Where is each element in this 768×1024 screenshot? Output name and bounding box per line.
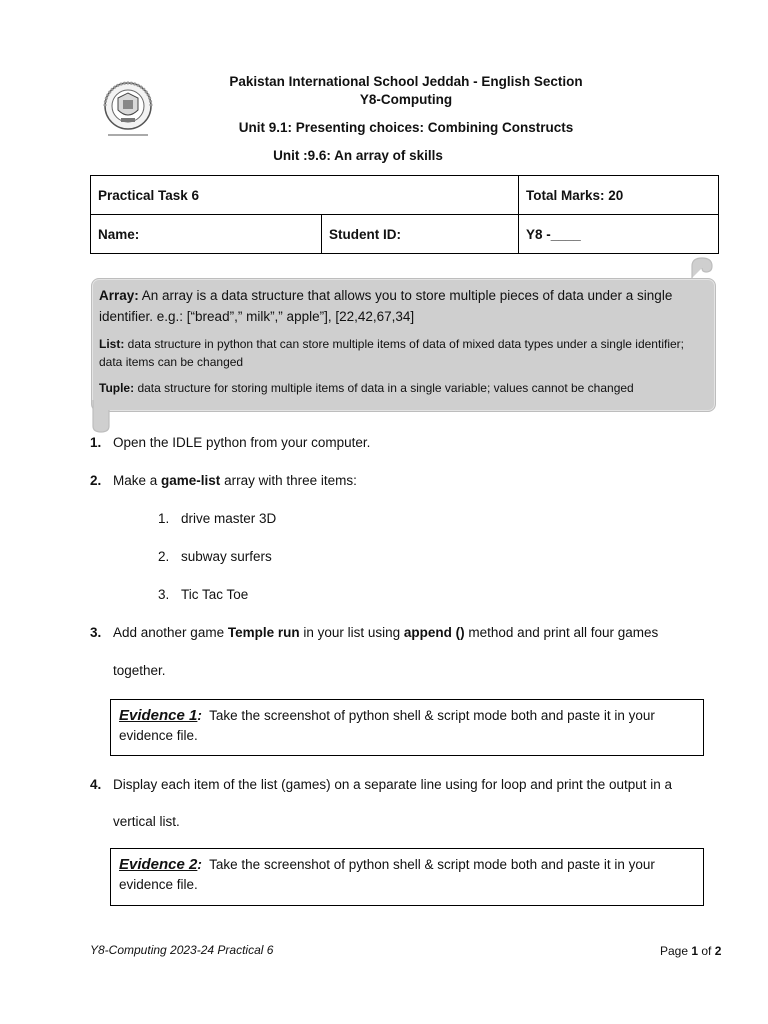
evidence-2-line2: evidence file.: [119, 877, 198, 892]
footer-title: Y8-Computing 2023-24 Practical 6: [90, 943, 274, 957]
step-4-text: Display each item of the list (games) on a separate line using for loop and print the output in a: [113, 777, 673, 792]
array-definition: Array: An array is a data structure that allows you to store multiple pieces of data under a single identifier. e.g.: [“bread”,” milk”,” apple”], [22,42,67,34]: [99, 288, 673, 324]
task-info-table: [90, 175, 719, 254]
list-item: subway surfers: [181, 549, 272, 564]
step-1-text: Open the IDLE python from your computer.: [113, 435, 371, 450]
list-item: 1.: [158, 511, 170, 526]
list-definition: List: data structure in python that can store multiple items of data of mixed data types under a single identifier; data items can be changed: [99, 337, 684, 369]
evidence-1-line2: evidence file.: [119, 728, 198, 743]
grade-subject: Y8-Computing: [359, 92, 453, 107]
list-item: 3.: [158, 587, 170, 602]
scroll-curl-top: [690, 256, 716, 278]
step-3-text: Add another game Temple run in your list using append () method and print all four games: [113, 625, 659, 640]
unit-subtitle: Unit :9.6: An array of skills: [273, 148, 443, 163]
list-item: 2.: [158, 549, 170, 564]
total-marks-cell: Total Marks: 20: [519, 176, 719, 215]
table-row: [91, 215, 719, 254]
scroll-curl-bottom: [89, 400, 113, 434]
list-item: drive master 3D: [181, 511, 277, 526]
task-cell: Practical Task 6: [91, 176, 519, 215]
student-id-cell[interactable]: Student ID:: [322, 215, 519, 254]
step-1-number: 1.: [90, 435, 102, 450]
evidence-1-line1: Evidence 1: Take the screenshot of python shell & script mode both and paste it in your: [119, 707, 655, 724]
class-cell[interactable]: Y8 -____: [519, 215, 719, 254]
step-2-text: Make a game-list array with three items:: [113, 473, 357, 488]
page-number: Page 1 of 2: [660, 944, 722, 958]
school-crest-icon: [96, 80, 160, 140]
step-4-text-line2: vertical list.: [113, 814, 180, 829]
evidence-2-box: [110, 848, 704, 906]
step-3-number: 3.: [90, 625, 102, 640]
definitions-text: [99, 286, 709, 397]
school-name: Pakistan International School Jeddah - English Section: [229, 74, 583, 89]
evidence-1-box: [110, 699, 704, 756]
step-2-number: 2.: [90, 473, 102, 488]
evidence-2-line1: Evidence 2: Take the screenshot of python shell & script mode both and paste it in your: [119, 856, 655, 873]
tuple-definition: Tuple: data structure for storing multiple items of data in a single variable; values cannot be changed: [99, 381, 634, 395]
table-row: [91, 176, 719, 215]
name-cell[interactable]: Name:: [91, 215, 322, 254]
step-4-number: 4.: [90, 777, 102, 792]
step-3-text-line2: together.: [113, 663, 166, 678]
list-item: Tic Tac Toe: [181, 587, 249, 602]
unit-title: Unit 9.1: Presenting choices: Combining Constructs: [238, 120, 574, 135]
